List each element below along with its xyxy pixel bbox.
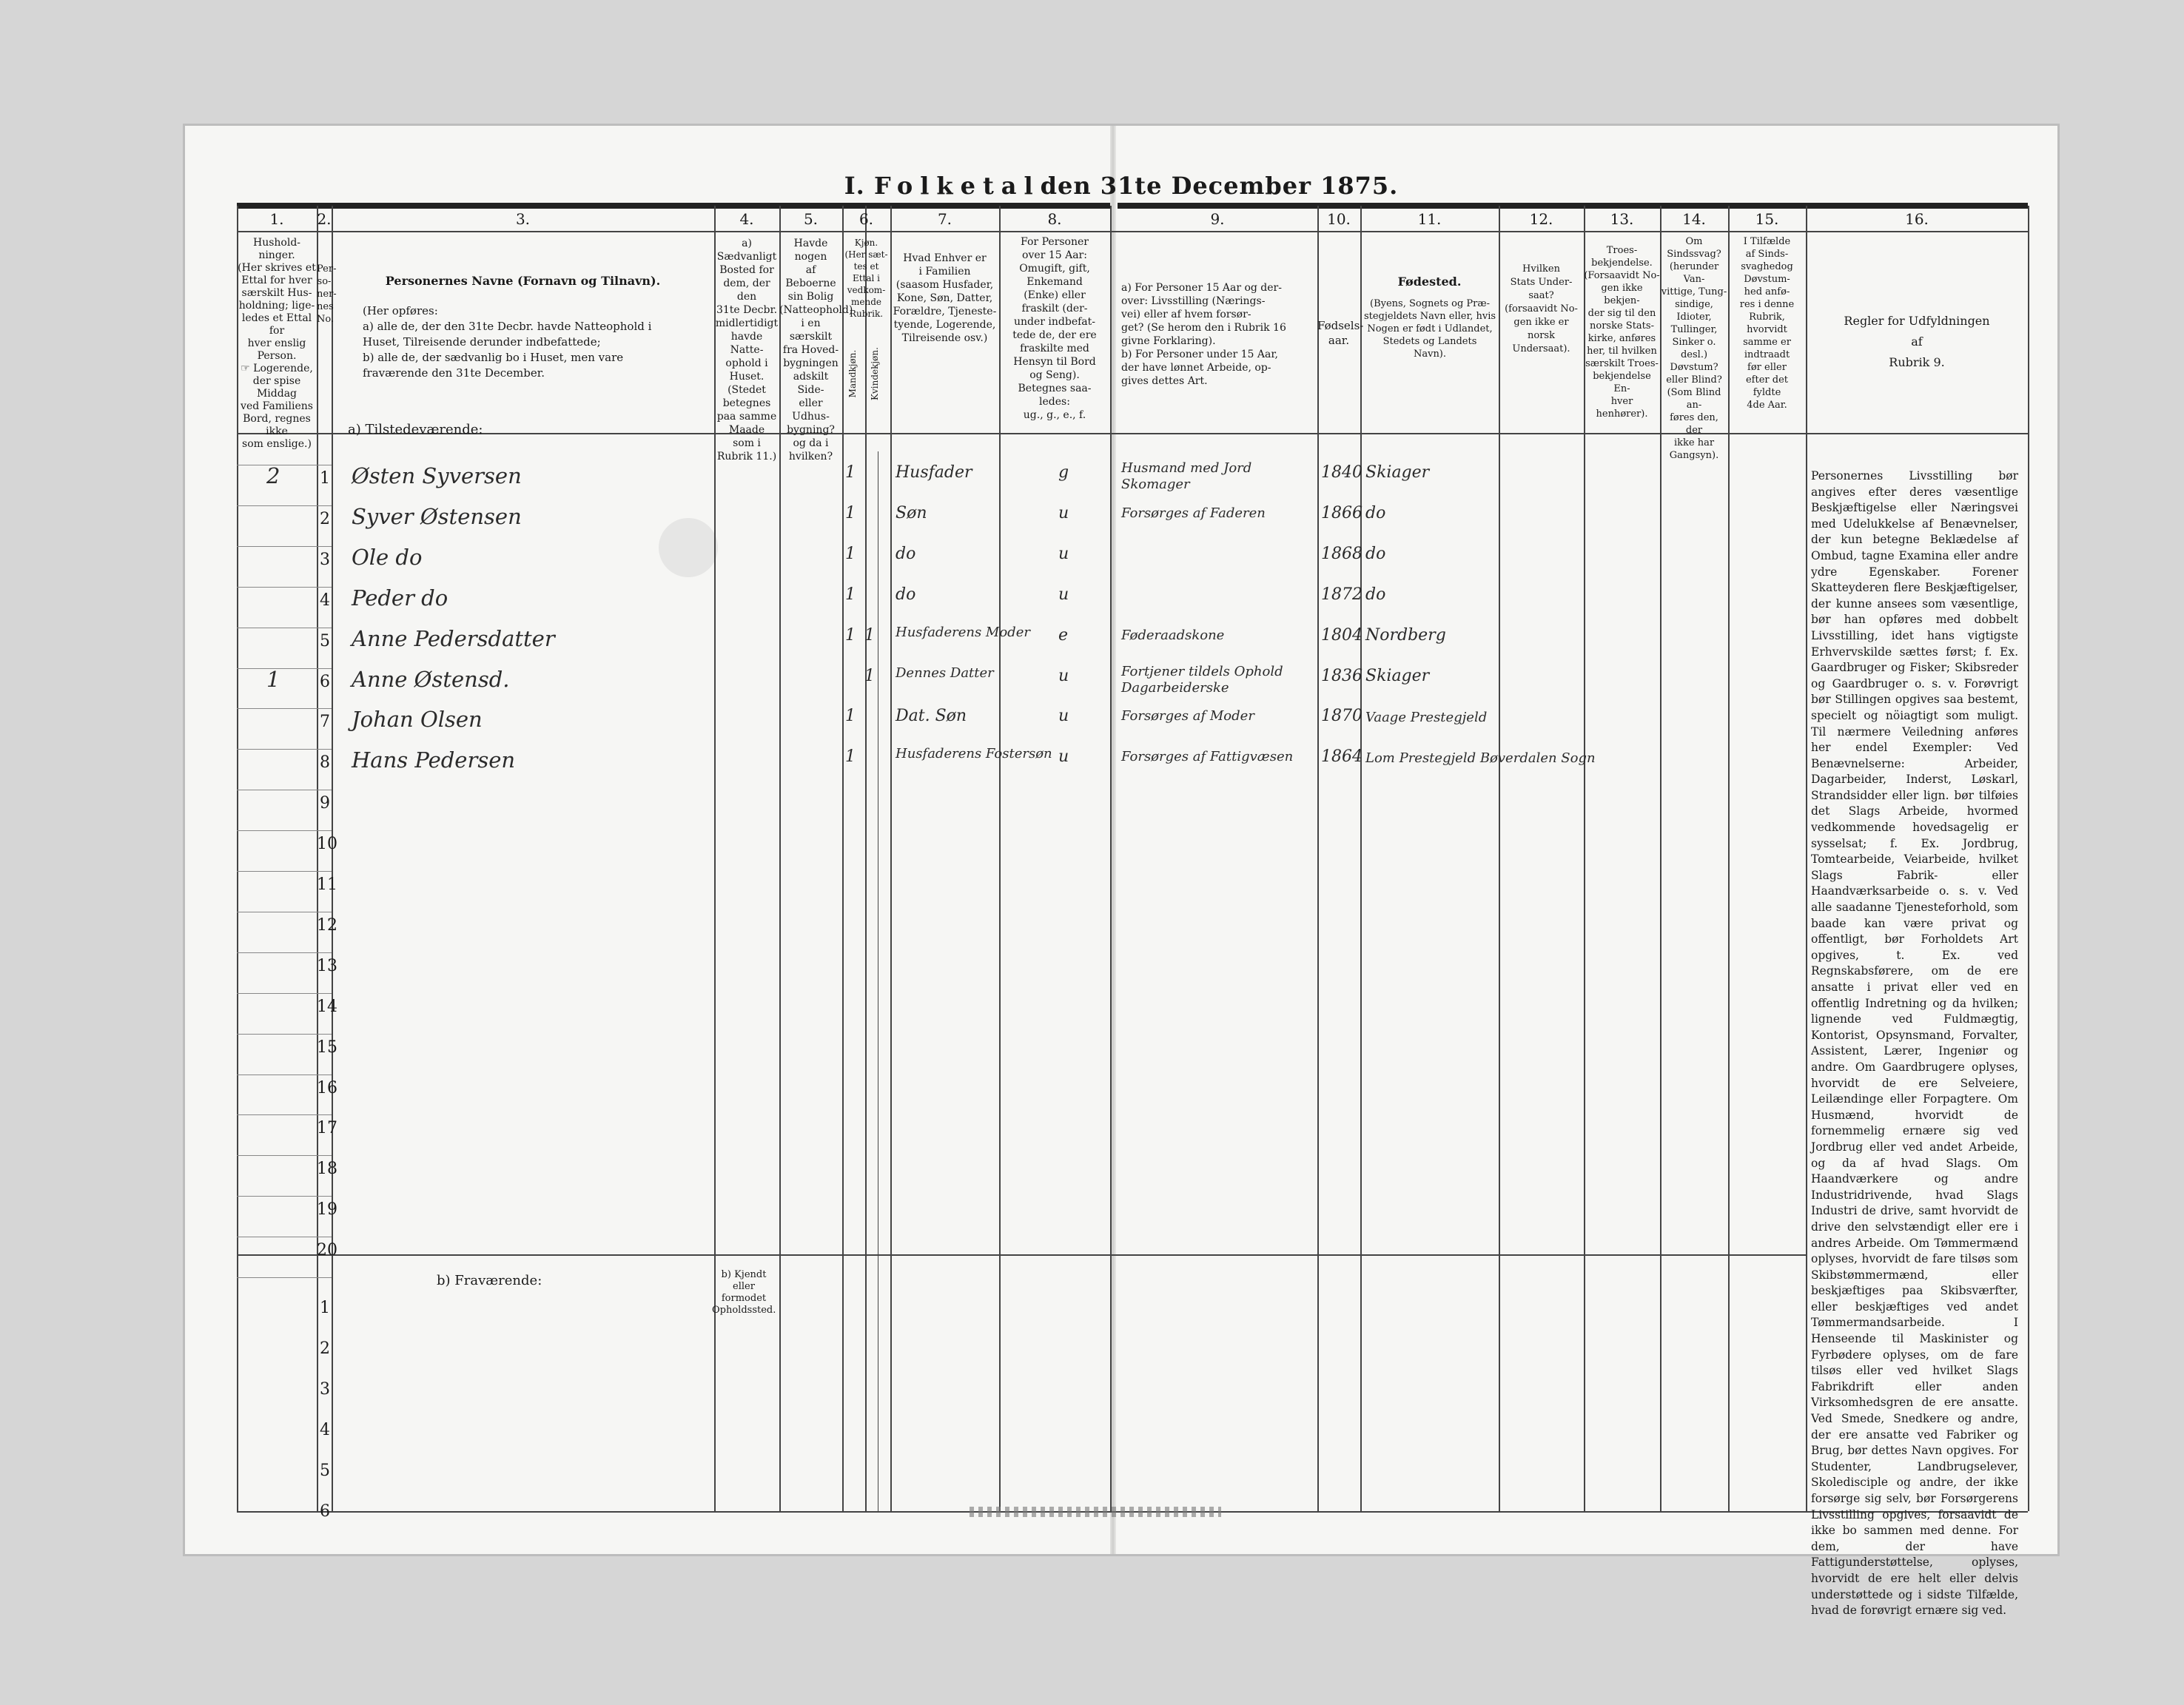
household-mark: 1 bbox=[266, 666, 280, 692]
person-name: Hans Pedersen bbox=[352, 747, 516, 773]
row-rule bbox=[317, 1277, 332, 1278]
person-name: Peder do bbox=[352, 585, 448, 611]
section-divider bbox=[237, 1254, 1806, 1256]
column-line bbox=[1317, 206, 1319, 1511]
family-role: Dat. Søn bbox=[896, 707, 967, 726]
row-number: 14 bbox=[317, 997, 337, 1016]
row-number: 3 bbox=[320, 1380, 330, 1399]
occupation: Fortjener tildels Ophold bbox=[1121, 663, 1283, 679]
header-c12: Hvilken Stats Under- saat? (forsaavidt No- gen ikke er norsk Undersaat). bbox=[1505, 263, 1578, 354]
row-rule bbox=[317, 1155, 332, 1156]
family-role: Søn bbox=[896, 503, 927, 522]
row-rule bbox=[237, 546, 317, 547]
header-c15: I Tilfælde af Sinds- svaghedog Døvstum- hed anfø- res i denne Rubrik, hvorvidt samme er indtraadt før eller efter det fyldte 4de Aar. bbox=[1739, 236, 1795, 411]
civil-status: u bbox=[1058, 503, 1069, 522]
column-number: 5. bbox=[803, 210, 819, 228]
civil-status: u bbox=[1058, 585, 1069, 604]
civil-status: u bbox=[1058, 544, 1069, 563]
family-role: Husfader bbox=[896, 463, 972, 482]
column-line bbox=[842, 206, 844, 1511]
column-number: 13. bbox=[1610, 210, 1634, 228]
row-number: 1 bbox=[320, 469, 330, 488]
family-role: Husfaderens Fostersøn bbox=[896, 746, 1052, 762]
column-number: 16. bbox=[1905, 210, 1929, 228]
row-number: 18 bbox=[317, 1160, 337, 1179]
sex-male-mark: 1 bbox=[845, 747, 856, 767]
row-number: 6 bbox=[320, 672, 330, 691]
birth-year: 1868 bbox=[1321, 544, 1363, 563]
section-present: a) Tilstedeværende: bbox=[348, 422, 483, 437]
row-rule bbox=[237, 952, 317, 953]
row-rule bbox=[317, 1034, 332, 1035]
civil-status: e bbox=[1058, 625, 1069, 645]
header-c5: Havde nogen af Beboerne sin Bolig (Natteophold) i en særskilt fra Hoved- bygningen adskilt Side- eller Udhus- bygning? og da i hvilken? bbox=[779, 238, 853, 463]
header-c14: Om Sindssvag? (herunder Van- vittige, Tung- sindige, Idioter, Tullinger, Sinker o. desl.) Døvstum? eller Blind? (Som Blind an- føres den, der ikke har Gangsyn). bbox=[1661, 236, 1727, 461]
header-c3_title: Personernes Navne (Fornavn og Tilnavn). bbox=[385, 274, 661, 288]
sex-female-mark: 1 bbox=[864, 625, 875, 645]
row-number: 12 bbox=[317, 915, 337, 935]
column-line bbox=[865, 206, 867, 1511]
person-name: Anne Pedersdatter bbox=[352, 625, 555, 651]
row-number: 17 bbox=[317, 1119, 337, 1138]
row-rule bbox=[317, 830, 332, 831]
row-rule bbox=[237, 1155, 317, 1156]
person-name: Johan Olsen bbox=[352, 707, 483, 733]
column-number: 7. bbox=[937, 210, 952, 228]
header-rule-left bbox=[237, 203, 1110, 209]
row-rule bbox=[317, 708, 332, 709]
occupation-2: Skomager bbox=[1121, 477, 1190, 492]
column-number: 4. bbox=[739, 210, 754, 228]
sex-male-mark: 1 bbox=[845, 625, 856, 645]
header-c6: Kjøn. (Her sæt- tes et Ettal i vedkom- mende Rubrik. bbox=[844, 238, 888, 319]
birth-year: 1840 bbox=[1321, 463, 1363, 482]
header-c11: (Byens, Sognets og Præ- stegjeldets Navn eller, hvis Nogen er født i Udlandet, Stedets og Landets Navn). bbox=[1363, 298, 1496, 360]
column-number: 3. bbox=[515, 210, 531, 228]
row-rule bbox=[317, 668, 332, 669]
birth-place: do bbox=[1365, 503, 1386, 522]
census-sheet bbox=[185, 126, 2057, 1618]
row-number: 16 bbox=[317, 1078, 337, 1097]
row-rule bbox=[317, 952, 332, 953]
row-rule bbox=[237, 871, 317, 872]
column-line bbox=[1110, 206, 1112, 1511]
birth-year: 1866 bbox=[1321, 503, 1363, 522]
row-rule bbox=[317, 871, 332, 872]
header-c7: Hvad Enhver er i Familien (saasom Husfader, Kone, Søn, Datter, Forældre, Tjeneste- tyende, Logerende, Tilreisende osv.) bbox=[893, 252, 997, 344]
sex-male-mark: 1 bbox=[845, 463, 856, 482]
sex-male-mark: 1 bbox=[845, 707, 856, 726]
header-c8: For Personer over 15 Aar: Omugift, gift, Enkemand (Enke) eller fraskilt (der- under indbefat- tede de, der ere fraskilte med Hensyn til Bord og Seng). Betegnes saa- ledes: ug., g., e., f. bbox=[1012, 236, 1097, 421]
row-number: 20 bbox=[317, 1241, 337, 1260]
occupation: Husmand med Jord bbox=[1121, 460, 1252, 476]
person-name: Anne Østensd. bbox=[352, 666, 510, 692]
row-rule bbox=[317, 1196, 332, 1197]
header-c10: Fødsels- aar. bbox=[1317, 319, 1364, 347]
row-number: 1 bbox=[320, 1299, 330, 1317]
header-c4: a) Sædvanligt Bosted for dem, der den 31te Decbr. midlertidigt havde Natte- ophold i Huset. (Stedet betegnes paa samme Maade som i Rubrik 11.) bbox=[715, 238, 779, 463]
header-c3_body: (Her opføres: a) alle de, der den 31te Decbr. havde Natteophold i Huset, Tilreisende derunder indbefattede; b) alle de, der sædvanlig bo i Huset, men vare fraværende den 31te December. bbox=[363, 304, 652, 380]
column-number: 12. bbox=[1529, 210, 1553, 228]
family-role: Husfaderens Moder bbox=[896, 624, 1030, 640]
row-number: 19 bbox=[317, 1200, 337, 1220]
row-number: 4 bbox=[320, 591, 330, 610]
row-number: 2 bbox=[320, 1339, 330, 1358]
header-c2: Per- so- ner- nes No. bbox=[317, 263, 337, 325]
page-title: I. Folketalden 31te December 1875. bbox=[844, 172, 1399, 200]
row-rule bbox=[237, 830, 317, 831]
row-rule bbox=[237, 1277, 317, 1278]
birth-place: do bbox=[1365, 585, 1386, 604]
row-number: 15 bbox=[317, 1038, 337, 1057]
occupation: Forsørges af Faderen bbox=[1121, 505, 1266, 521]
birth-year: 1864 bbox=[1321, 747, 1363, 767]
person-name: Syver Østensen bbox=[352, 503, 522, 529]
person-name: Østen Syversen bbox=[352, 463, 522, 488]
column-number: 8. bbox=[1047, 210, 1062, 228]
column-line bbox=[1806, 206, 1807, 1511]
row-number: 9 bbox=[320, 794, 330, 813]
column-number: 1. bbox=[269, 210, 284, 228]
header-c9: a) For Personer 15 Aar og der- over: Livsstilling (Nærings- vei) eller af hvem forsør- get? (Se herom den i Rubrik 16 givne Forklaring). b) For Personer under 15 Aar, der have lønnet Arbeide, op- gives dettes Art. bbox=[1121, 282, 1286, 387]
header-bottom-rule bbox=[1806, 433, 2028, 434]
sex-female-mark: 1 bbox=[864, 666, 875, 685]
birth-place: do bbox=[1365, 544, 1386, 563]
family-role: Dennes Datter bbox=[896, 665, 994, 681]
column-number: 14. bbox=[1682, 210, 1706, 228]
birth-place: Lom Prestegjeld Bøverdalen Sogn bbox=[1365, 750, 1596, 767]
column-number: 10. bbox=[1327, 210, 1351, 228]
header-number-rule bbox=[237, 231, 2028, 232]
row-number: 11 bbox=[317, 875, 337, 894]
civil-status: u bbox=[1058, 707, 1069, 726]
row-number: 2 bbox=[320, 509, 330, 528]
birth-place: Skiager bbox=[1365, 463, 1430, 482]
sex-male-mark: 1 bbox=[845, 544, 856, 563]
column-number: 15. bbox=[1755, 210, 1779, 228]
birth-place: Nordberg bbox=[1365, 625, 1446, 645]
row-rule bbox=[317, 505, 332, 506]
column-line bbox=[2028, 206, 2029, 1511]
row-number: 3 bbox=[320, 550, 330, 569]
civil-status: u bbox=[1058, 747, 1069, 767]
row-number: 6 bbox=[320, 1502, 330, 1521]
row-rule bbox=[237, 1114, 317, 1115]
occupation: Føderaadskone bbox=[1121, 627, 1225, 643]
row-number: 7 bbox=[320, 713, 330, 732]
civil-status: u bbox=[1058, 666, 1069, 685]
column-line bbox=[1499, 206, 1500, 1511]
row-rule bbox=[317, 993, 332, 994]
header-c16: Regler for Udfyldningen af Rubrik 9. bbox=[1844, 314, 1990, 369]
column-number: 2. bbox=[317, 210, 332, 228]
row-rule bbox=[317, 546, 332, 547]
row-rule bbox=[237, 1034, 317, 1035]
header-c13: Troes- bekjendelse. (Forsaavidt No- gen ikke bekjen- der sig til den norske Stats- kirke, anføres her, til hvilken særskilt Troes- bekjendelse En- hver henhører). bbox=[1584, 245, 1660, 420]
sex-male-mark: 1 bbox=[845, 585, 856, 604]
row-number: 10 bbox=[317, 835, 337, 854]
occupation: Forsørges af Fattigvæsen bbox=[1121, 749, 1294, 765]
column-line bbox=[1360, 206, 1362, 1511]
header-c6a: Mandkjøn. bbox=[847, 349, 858, 398]
occupation-2: Dagarbeiderske bbox=[1121, 679, 1229, 696]
row-rule bbox=[237, 708, 317, 709]
c4b-note: b) Kjendt eller formodet Opholdssted. bbox=[712, 1269, 776, 1316]
column-number: 9. bbox=[1210, 210, 1225, 228]
row-rule bbox=[317, 587, 332, 588]
column-line bbox=[890, 206, 892, 1511]
header-c11_title: Fødested. bbox=[1397, 275, 1462, 289]
row-rule bbox=[237, 505, 317, 506]
birth-year: 1836 bbox=[1321, 666, 1363, 685]
bottom-stamp-mark bbox=[970, 1507, 1221, 1517]
row-rule bbox=[237, 993, 317, 994]
birth-year: 1804 bbox=[1321, 625, 1363, 645]
birth-place: Vaage Prestegjeld bbox=[1365, 710, 1488, 726]
header-rule-right bbox=[1118, 203, 2028, 209]
person-name: Ole do bbox=[352, 544, 423, 570]
row-rule bbox=[237, 1196, 317, 1197]
row-number: 8 bbox=[320, 753, 330, 773]
birth-place: Skiager bbox=[1365, 666, 1430, 685]
family-role: do bbox=[896, 544, 916, 563]
ink-blot bbox=[659, 518, 718, 577]
row-number: 4 bbox=[320, 1421, 330, 1439]
section-absent: b) Fraværende: bbox=[437, 1273, 542, 1288]
occupation: Forsørges af Moder bbox=[1121, 708, 1254, 724]
row-number: 5 bbox=[320, 1462, 330, 1480]
household-mark: 2 bbox=[266, 463, 280, 488]
row-number: 13 bbox=[317, 956, 337, 975]
header-c1: Hushold- ninger. (Her skrives et Ettal for hver særskilt Hus- holdning; lige- ledes et Ettal for hver enslig Person. ☞ Logerende, der spise Middag ved Familiens Bord, regnes ikke som enslige.) bbox=[238, 237, 316, 450]
family-role: do bbox=[896, 585, 916, 604]
rules-text: Personernes Livsstilling bør angives efter deres væsentlige Beskjæftigelse eller Næringsvei med Udelukkelse af Benævnelser, der kun betegne Beklædelse af Ombud, tagne Examina eller andre ydre Egenskaber. Forener Skatteyderen flere Beskjæftigelser, der kunne ansees som væsentlige, bør han opføres med dobbelt Livsstilling, idet hans vigtigste Erhvervskilde sættes først; f. Ex. Gaardbruger og Fisker; Skibsreder og Gaardbruger o. s. v. Forøvrigt bør Stillingen opgives saa bestemt, specielt og nöiagtigt som muligt. Til nærmere Veiledning anføres her endel Exempler: Ved Benævnelserne: Arbeider, Dagarbeider, Inderst, Løskarl, Strandsidder eller lign. bør tilføies det Slags Arbeide, hvormed vedkommende hovedsagelig er sysselsat; f. Ex. Jordbrug, Tomtearbeide, Veiarbeide, hvilket Slags Fabrik- eller Haandværksarbeide o. s. v. Ved alle saadanne Tjenesteforhold, som baade kan være privat og offentligt, bør Forholdets Art opgives, t. Ex. ved Regnskabsførere, om de ere ansatte i privat eller ved en offentlig Indretning og da hvilken; lignende ved Fuldmægtig, Kontorist, Opsynsmand, Forvalter, Assistent, Lærer, Ingeniør og andre. Om Gaardbrugere oplyses, hvorvidt de ere Selveiere, Leilændinge eller Forpagtere. Om Husmænd, hvorvidt de fornemmelig ernære sig ved Jordbrug eller ved andet Arbeide, og da af hvad Slags. Om Haandværkere og andre Industridrivende, hvad Slags Industri de drive, samt hvorvidt de drive den selvstændigt eller ere i andres Arbeide. Om Tømmermænd oplyses, hvorvidt de fare tilsøs som Skibstømmermænd, eller beskjæftiges paa Skibsværfter, eller beskjæftiges ved andet Tømmermandsarbeide. I Henseende til Maskinister og Fyrbødere oplyses, om de fare tilsøs eller ved hvilket Slags Fabrikdrift eller anden Virksomhedsgren de ere ansatte. Ved Smede, Snedkere og andre, der ere ansatte ved Fabriker og Brug, bør dettes Navn opgives. For Studenter, Landbrugselever, Skoledisciple og andre, der ikke forsørge sig selv, bør Forsørgerens Livsstilling opgives, forsaavidt de ikke bo sammen med denne. For dem, der have Fattigunderstøttelse, oplyses, hvorvidt de ere helt eller delvis understøttede og i sidste Tilfælde, hvad de forøvrigt ernære sig ved. bbox=[1811, 469, 2018, 1618]
birth-year: 1872 bbox=[1321, 585, 1363, 604]
row-rule bbox=[237, 587, 317, 588]
civil-status: g bbox=[1058, 463, 1069, 482]
row-rule bbox=[317, 1114, 332, 1115]
column-number: 11. bbox=[1417, 210, 1442, 228]
row-rule bbox=[237, 749, 317, 750]
row-rule bbox=[317, 749, 332, 750]
column-number: 6. bbox=[859, 210, 874, 228]
birth-year: 1870 bbox=[1321, 707, 1363, 726]
header-c6b: Kvindekjøn. bbox=[870, 347, 880, 400]
row-number: 5 bbox=[320, 631, 330, 650]
sex-male-mark: 1 bbox=[845, 503, 856, 522]
